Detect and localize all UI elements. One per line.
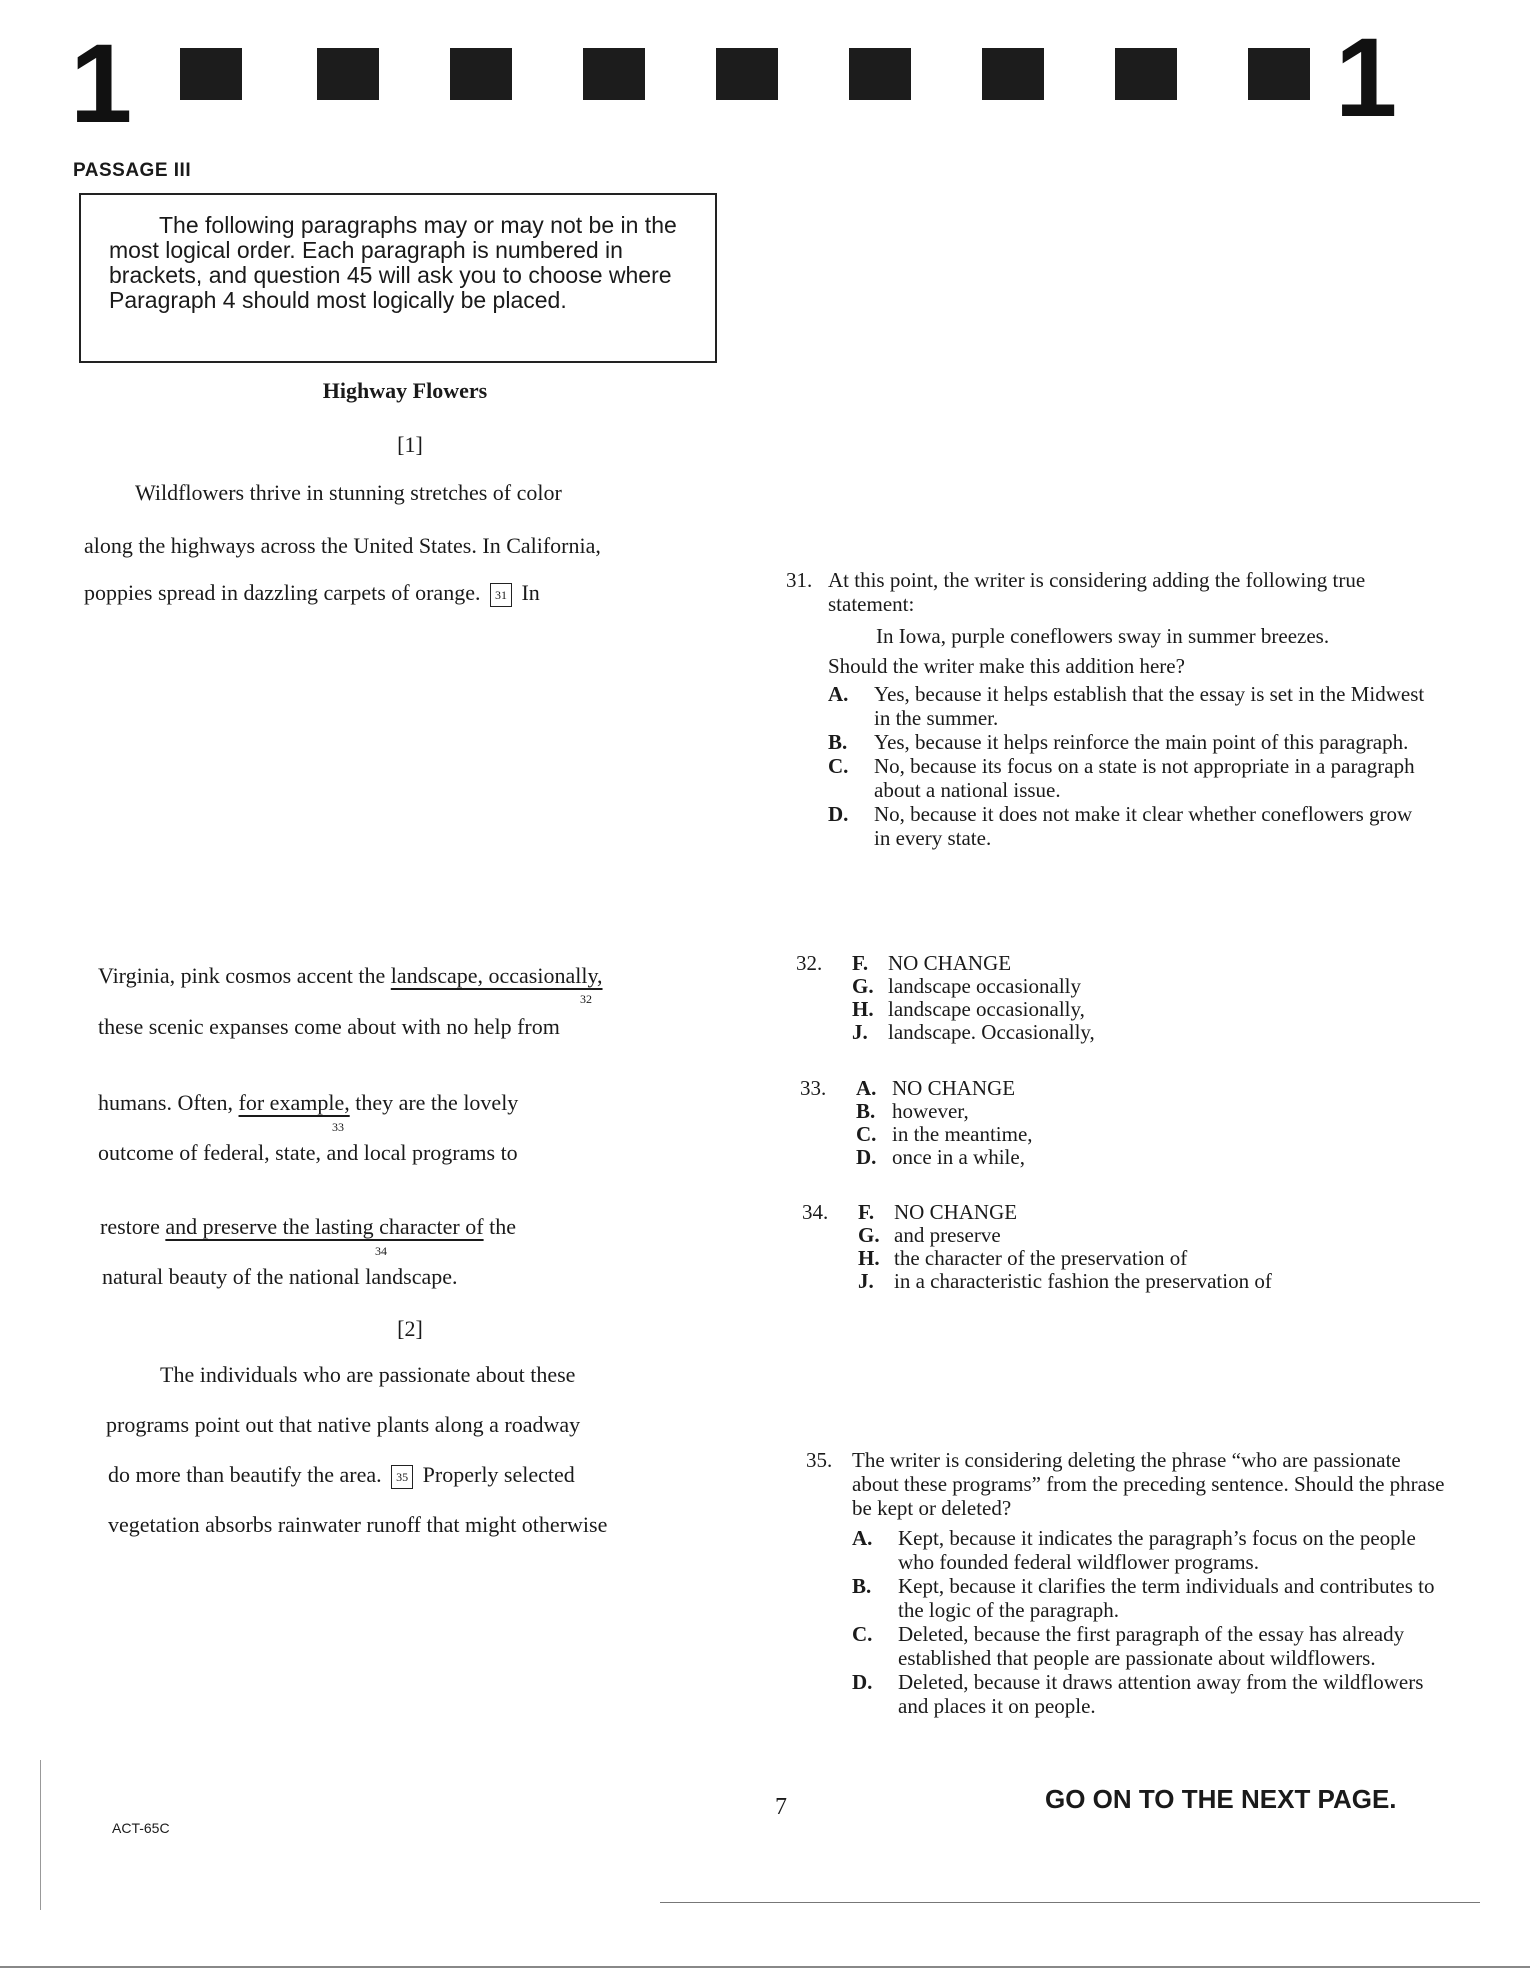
timing-mark	[450, 48, 512, 100]
passage-line: Virginia, pink cosmos accent the landscape, occasionally,	[98, 963, 603, 988]
passage-line: vegetation absorbs rainwater runoff that might otherwise	[108, 1512, 608, 1537]
timing-mark	[716, 48, 778, 100]
question-34	[802, 1201, 1272, 1293]
paragraph-number: [2]	[397, 1316, 423, 1341]
passage-line: these scenic expanses come about with no help from	[98, 1014, 560, 1039]
answer-option[interactable]: H. the character of the preservation of	[858, 1246, 1188, 1270]
answer-option[interactable]: J. in a characteristic fashion the preservation of	[858, 1269, 1272, 1293]
underlined-portion-33[interactable]: for example,	[238, 1090, 350, 1115]
answer-option[interactable]: D. once in a while,	[856, 1145, 1025, 1169]
paragraph-number: [1]	[397, 432, 423, 457]
underline-number-32: 32	[580, 992, 592, 1006]
section-number-right: 1	[1335, 15, 1398, 140]
go-on-notice: GO ON TO THE NEXT PAGE.	[1045, 1784, 1397, 1814]
timing-mark	[982, 48, 1044, 100]
timing-mark	[583, 48, 645, 100]
answer-option[interactable]: C. Deleted, because the first paragraph of the essay has already established that people are passionate about wildflowers.	[852, 1622, 1405, 1670]
timing-mark	[180, 48, 242, 100]
passage-line: Wildflowers thrive in stunning stretches of color	[135, 480, 562, 505]
question-number: 35.	[806, 1448, 833, 1472]
answer-option[interactable]: B. Yes, because it helps reinforce the main point of this paragraph.	[828, 730, 1409, 754]
question-number: 31.	[786, 568, 813, 592]
question-quote: In Iowa, purple coneflowers sway in summer breezes.	[876, 624, 1330, 648]
scan-edge-line	[40, 1760, 41, 1910]
answer-option[interactable]: D. No, because it does not make it clear whether coneflowers grow in every state.	[828, 802, 1413, 850]
question-stem: At this point, the writer is considering adding the following true statement:	[828, 568, 1366, 616]
instructions-text: The following paragraphs may or may not be in the most logical order. Each paragraph is numbered in brackets, and question 45 will ask you to choose where Paragraph 4 should most logically be placed.	[109, 212, 677, 313]
passage-line: The individuals who are passionate about these	[160, 1362, 576, 1387]
passage-label: PASSAGE III	[73, 160, 192, 181]
timing-mark	[317, 48, 379, 100]
timing-marks	[180, 48, 1310, 108]
timing-mark	[849, 48, 911, 100]
question-box-35[interactable]: 35	[391, 1465, 413, 1489]
passage-line: along the highways across the United States. In California,	[84, 533, 601, 558]
question-32	[796, 952, 1095, 1044]
answer-option[interactable]: C. in the meantime,	[856, 1122, 1033, 1146]
instructions-box	[79, 193, 717, 363]
answer-option[interactable]: A. Kept, because it indicates the paragraph’s focus on the people who founded federal wildflower programs.	[852, 1526, 1416, 1574]
underline-number-34: 34	[375, 1244, 387, 1258]
answer-option[interactable]: D. Deleted, because it draws attention away from the wildflowers and places it on people.	[852, 1670, 1424, 1718]
answer-option[interactable]: G. and preserve	[858, 1223, 1001, 1247]
answer-option[interactable]: J. landscape. Occasionally,	[852, 1020, 1095, 1044]
passage-line: humans. Often, for example, they are the lovely	[98, 1090, 519, 1115]
passage-line: outcome of federal, state, and local programs to	[98, 1140, 518, 1165]
question-number: 32.	[796, 951, 823, 975]
page-number: 7	[775, 1794, 787, 1820]
answer-option[interactable]: A. Yes, because it helps establish that the essay is set in the Midwest in the summer.	[828, 682, 1425, 730]
question-box-31[interactable]: 31	[490, 583, 512, 607]
question-33	[800, 1077, 1033, 1169]
passage-line: poppies spread in dazzling carpets of orange. 31 In	[84, 580, 540, 605]
scan-edge-line	[660, 1902, 1480, 1903]
underlined-portion-34[interactable]: and preserve the lasting character of	[165, 1214, 484, 1239]
timing-mark	[1115, 48, 1177, 100]
answer-option[interactable]: 32. F. NO CHANGE	[796, 951, 1012, 975]
question-stem: The writer is considering deleting the phrase “who are passionate about these programs” from the preceding sentence. Should the phrase be kept or deleted?	[852, 1448, 1445, 1520]
passage-line: restore and preserve the lasting character of the	[100, 1214, 516, 1239]
question-31	[786, 568, 1426, 850]
section-number-left: 1	[70, 21, 133, 146]
scan-edge-line	[0, 1966, 1530, 1968]
answer-option[interactable]: 33. A. NO CHANGE	[800, 1076, 1016, 1100]
passage-line: natural beauty of the national landscape.	[102, 1264, 458, 1289]
question-number: 34.	[802, 1200, 829, 1224]
question-ask: Should the writer make this addition here?	[828, 654, 1185, 678]
question-number: 33.	[800, 1076, 827, 1100]
answer-option[interactable]: 34. F. NO CHANGE	[802, 1200, 1018, 1224]
answer-option[interactable]: B. Kept, because it clarifies the term individuals and contributes to the logic of the paragraph.	[852, 1574, 1435, 1622]
answer-option[interactable]: H. landscape occasionally,	[852, 997, 1085, 1021]
timing-mark	[1248, 48, 1310, 100]
passage-title: Highway Flowers	[322, 378, 488, 403]
passage-line: do more than beautify the area. 35 Properly selected	[108, 1462, 575, 1487]
answer-option[interactable]: G. landscape occasionally	[852, 974, 1081, 998]
underline-number-33: 33	[332, 1120, 344, 1134]
underlined-portion-32[interactable]: landscape, occasionally,	[390, 963, 603, 988]
question-35	[806, 1448, 1446, 1718]
answer-option[interactable]: C. No, because its focus on a state is not appropriate in a paragraph about a national issue.	[828, 754, 1415, 802]
passage-line: programs point out that native plants along a roadway	[106, 1412, 581, 1437]
answer-option[interactable]: B. however,	[856, 1099, 969, 1123]
form-code: ACT-65C	[112, 1820, 170, 1836]
